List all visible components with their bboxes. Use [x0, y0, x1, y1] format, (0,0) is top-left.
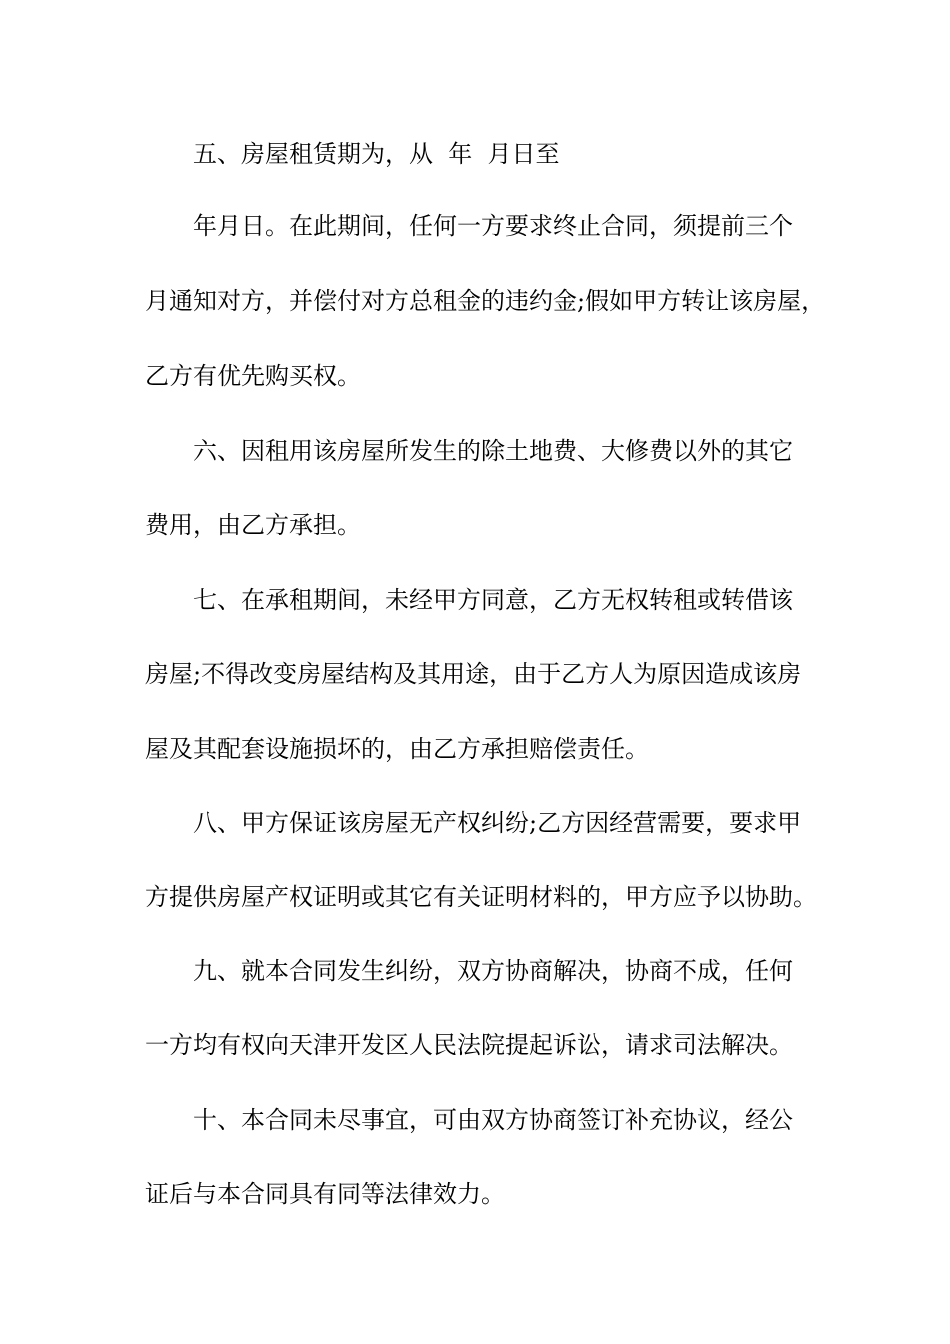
clause-5-line-4: 乙方有优先购买权。 [145, 362, 361, 390]
clause-7-line-1: 七、在承租期间，未经甲方同意，乙方无权转租或转借该 [193, 586, 793, 614]
clause-10-line-2: 证后与本合同具有同等法律效力。 [145, 1180, 505, 1208]
clause-8-line-1: 八、甲方保证该房屋无产权纠纷;乙方因经营需要，要求甲 [193, 809, 802, 837]
clause-8-line-2: 方提供房屋产权证明或其它有关证明材料的，甲方应予以协助。 [145, 883, 817, 911]
clause-7-line-2: 房屋;不得改变房屋结构及其用途，由于乙方人为原因造成该房 [145, 660, 802, 688]
clause-9-line-1: 九、就本合同发生纠纷，双方协商解决，协商不成，任何 [193, 957, 793, 985]
clause-6-line-1: 六、因租用该房屋所发生的除土地费、大修费以外的其它 [193, 437, 793, 465]
clause-6-line-2: 费用，由乙方承担。 [145, 511, 361, 539]
clause-7-line-3: 屋及其配套设施损坏的，由乙方承担赔偿责任。 [145, 735, 649, 763]
clause-5-line-1: 五、房屋租赁期为，从 年 月日至 [193, 140, 560, 168]
clause-5-line-2: 年月日。在此期间，任何一方要求终止合同，须提前三个 [193, 212, 793, 240]
clause-9-line-2: 一方均有权向天津开发区人民法院提起诉讼，请求司法解决。 [145, 1031, 793, 1059]
clause-10-line-1: 十、本合同未尽事宜，可由双方协商签订补充协议，经公 [193, 1106, 793, 1134]
clause-5-line-3: 月通知对方，并偿付对方总租金的违约金;假如甲方转让该房屋， [145, 287, 826, 315]
